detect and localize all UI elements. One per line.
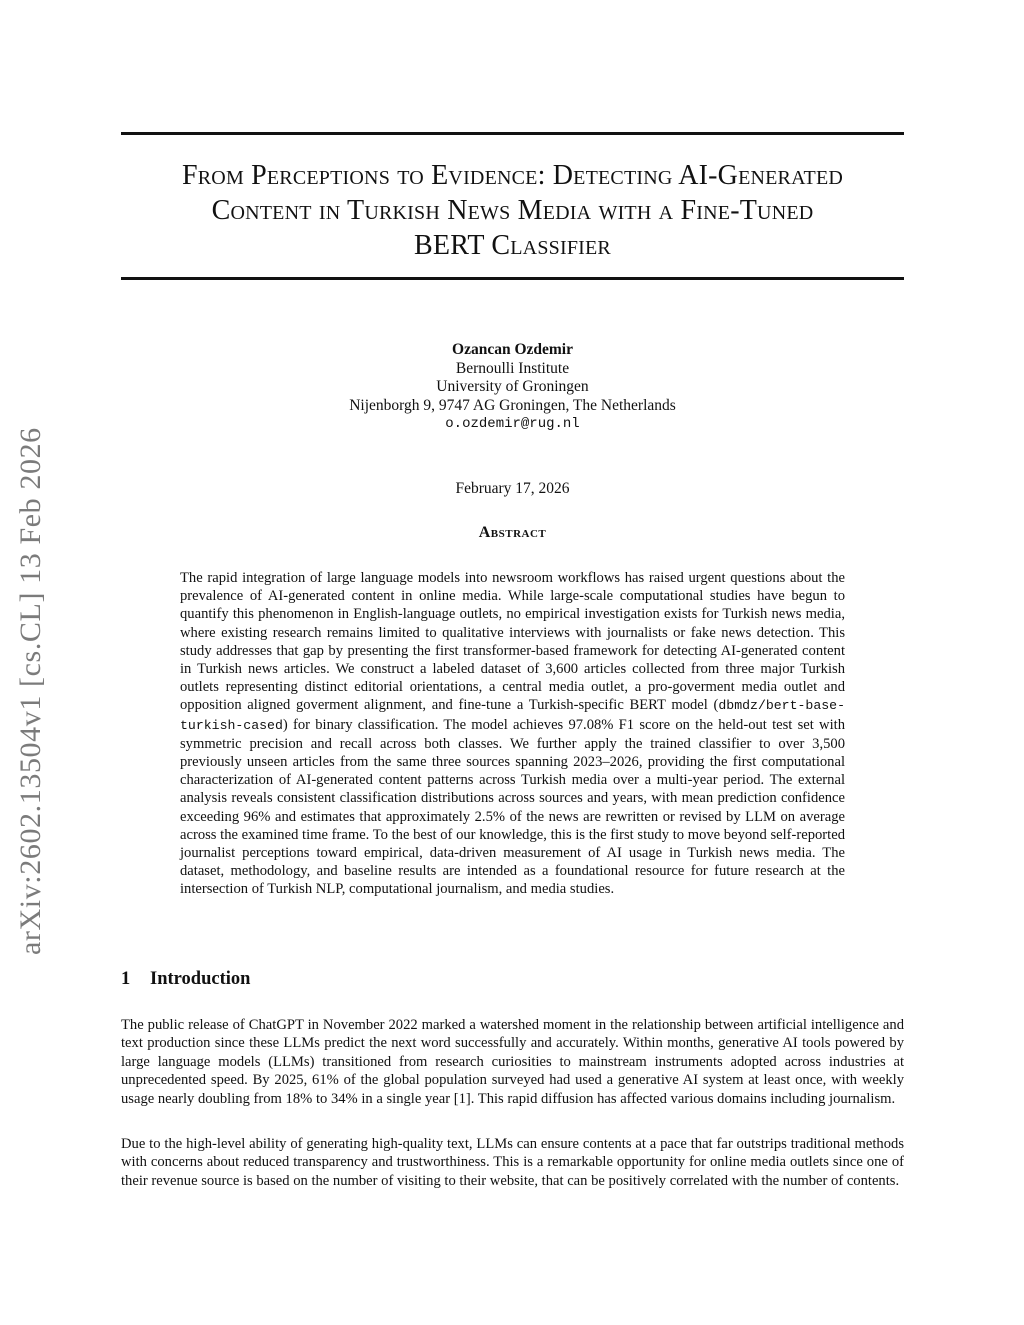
title-line: Content in Turkish News Media with a Fine-Tuned: [211, 195, 814, 226]
author-affiliation-line: University of Groningen: [436, 378, 589, 395]
author-affiliation-line: Nijenborgh 9, 9747 AG Groningen, The Netherlands: [349, 396, 676, 414]
abstract-text-part: ) for binary classification. The model achieves 97.08% F1 score on the held-out test set with symmetric precision and recall across both classes. We further apply the trained classifier to over 3,500 previously unseen articles from the same three sources spanning 2023–2026, providing the first computational characterization of AI-generated content patterns across Turkish media over a multi-year period. The external analysis reveals consistent classification distributions across sources and years, with mean prediction confidence exceeding 96% and estimates that approximately 2.5% of the news are rewritten or revised by LLM on average across the examined time frame. To the best of our knowledge, this is the first study to move beyond self-reported journalist perceptions toward empirical, data-driven measurement of AI usage in Turkish news media. The dataset, methodology, and baseline results are intended as a foundational resource for future research at the intersection of Turkish NLP, computational journalism, and media studies.: [180, 716, 845, 898]
title-line: From Perceptions to Evidence: Detecting AI-Generated: [181, 160, 844, 191]
abstract-text: [180, 569, 845, 899]
author-block: [121, 341, 904, 434]
intro-paragraph: The public release of ChatGPT in November 2022 marked a watershed moment in the relationship between artificial intelligence and text production since these LLMs predict the next word successfully and accurately. Within months, generative AI tools powered by large language models (LLMs) transitioned from research curiosities to mainstream instruments adopted across industries at unprecedented speed. By 2025, 61% of the global population surveyed had used a generative AI system at least once, with weekly usage nearly doubling from 18% to 34% in a single year [1]. This rapid diffusion has affected various domains including journalism.: [121, 1017, 904, 1107]
title-line: BERT Classifier: [414, 230, 611, 261]
arxiv-identifier-stamp: arXiv:2602.13504v1 [cs.CL] 13 Feb 2026: [14, 427, 47, 955]
paper-title: [121, 158, 904, 263]
publication-date: February 17, 2026: [455, 480, 570, 497]
author-name: Ozancan Ozdemir: [452, 341, 573, 358]
abstract-heading: Abstract: [478, 524, 547, 541]
section-title: Introduction: [150, 969, 251, 989]
author-email: o.ozdemir@rug.nl: [445, 416, 580, 432]
section-heading: [121, 969, 250, 990]
title-bottom-rule: [121, 277, 904, 280]
author-affiliation-line: Bernoulli Institute: [455, 359, 570, 377]
abstract-text-part: The rapid integration of large language models into newsroom workflows has raised urgent questions about the prevalence of AI-generated content in online media. While large-scale computational studies have begun to quantify this phenomenon in English-language outlets, no empirical investigation exists for Turkish news media, where existing research remains limited to qualitative interviews with journalists or fake news detection. This study addresses that gap by presenting the first transformer-based framework for detecting AI-generated content in Turkish news articles. We construct a labeled dataset of 3,600 articles collected from three major Turkish outlets representing distinct editorial orientations, a central media outlet, a pro-goverment media outlet and opposition aligned goverment alignment, and fine-tune a Turkish-specific BERT model (: [180, 570, 845, 714]
intro-paragraph: Due to the high-level ability of generating high-quality text, LLMs can ensure contents at a pace that far outstrips traditional methods with concerns about reduced transparency and trustworthiness. This is a remarkable opportunity for online media outlets since one of their revenue source is based on the number of visiting to their website, that can be positively correlated with the number of contents.: [121, 1136, 904, 1189]
title-top-rule: [121, 132, 904, 135]
section-number: 1: [121, 969, 131, 989]
model-name-code: dbmdz/bert-base-turkish-cased: [180, 698, 845, 733]
